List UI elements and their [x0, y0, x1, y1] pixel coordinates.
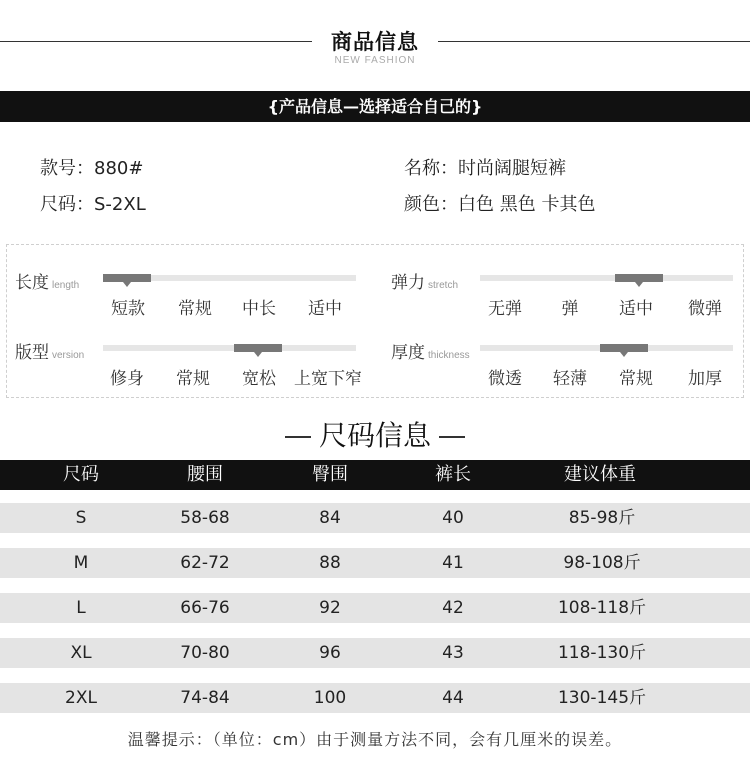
- attr-option: 常规: [178, 299, 212, 319]
- attr-length-label: [15, 268, 79, 293]
- attr-option: 适中: [619, 299, 653, 319]
- title-dash-left: [285, 436, 311, 438]
- attr-option: 短款: [111, 299, 145, 319]
- cell-size: S: [75, 508, 87, 528]
- attr-version-marker: [234, 344, 282, 352]
- attr-option: 微透: [488, 369, 522, 389]
- attr-stretch-marker: [615, 274, 663, 282]
- cell-length: 41: [442, 553, 464, 573]
- cell-waist: 70-80: [180, 643, 230, 663]
- attr-option: 常规: [619, 369, 653, 389]
- attr-label-en: thickness: [428, 350, 470, 361]
- table-row: [0, 548, 750, 578]
- measurement-note: 温馨提示：（单位：cm）由于测量方法不同，会有几厘米的误差。: [127, 730, 623, 749]
- cell-length: 42: [442, 598, 464, 618]
- cell-hip: 92: [319, 598, 341, 618]
- table-row: [0, 593, 750, 623]
- color-options: 颜色：白色 黑色 卡其色: [404, 194, 596, 215]
- attr-option: 常规: [176, 369, 210, 389]
- section-subtitle: NEW FASHION: [334, 55, 416, 66]
- attr-option: 无弹: [488, 299, 522, 319]
- size-table-header: [0, 460, 750, 490]
- attr-option: 上宽下窄: [294, 369, 362, 389]
- size-info-title: [0, 414, 750, 454]
- cell-hip: 88: [319, 553, 341, 573]
- attr-length-marker: [103, 274, 151, 282]
- cell-waist: 66-76: [180, 598, 230, 618]
- col-header-hip: 臀围: [312, 464, 348, 485]
- attr-thickness-marker: [600, 344, 648, 352]
- cell-waist: 62-72: [180, 553, 230, 573]
- attr-label-en: version: [52, 350, 85, 361]
- attr-label-cn: 版型: [15, 343, 49, 363]
- table-row: [0, 503, 750, 533]
- attr-option: 修身: [110, 369, 144, 389]
- attr-option: 轻薄: [553, 369, 587, 389]
- table-row: [0, 638, 750, 668]
- cell-size: L: [76, 598, 86, 618]
- attr-option: 宽松: [242, 369, 276, 389]
- cell-weight: 130-145斤: [557, 688, 647, 708]
- attr-option: 适中: [308, 299, 342, 319]
- cell-length: 40: [442, 508, 464, 528]
- col-header-length: 裤长: [435, 464, 471, 485]
- cell-weight: 118-130斤: [557, 643, 647, 663]
- cell-waist: 74-84: [180, 688, 230, 708]
- table-row: [0, 683, 750, 713]
- title-dash-right: [439, 436, 465, 438]
- attr-option: 弹: [561, 299, 579, 319]
- cell-hip: 96: [319, 643, 341, 663]
- attr-version-track: [103, 345, 356, 351]
- col-header-waist: 腰围: [187, 464, 223, 485]
- cell-hip: 84: [319, 508, 341, 528]
- attr-stretch-track: [480, 275, 733, 281]
- cell-weight: 108-118斤: [557, 598, 647, 618]
- size-range: 尺码：S-2XL: [40, 194, 146, 215]
- style-number: 款号：880#: [40, 158, 144, 179]
- attr-option: 中长: [242, 299, 276, 319]
- cell-waist: 58-68: [180, 508, 230, 528]
- attr-label-cn: 弹力: [391, 273, 425, 293]
- cell-size: 2XL: [65, 688, 97, 708]
- product-name: 名称：时尚阔腿短裤: [404, 158, 566, 179]
- cell-length: 43: [442, 643, 464, 663]
- attr-label-cn: 长度: [15, 273, 49, 293]
- product-info-banner: {产品信息—选择适合自己的}: [0, 91, 750, 122]
- col-header-weight: 建议体重: [564, 464, 636, 485]
- cell-length: 44: [442, 688, 464, 708]
- attr-label-en: length: [52, 280, 80, 291]
- attr-stretch-label: [391, 268, 458, 293]
- attr-version-label: [15, 338, 84, 363]
- col-header-size: 尺码: [63, 464, 99, 485]
- attr-label-cn: 厚度: [391, 343, 425, 363]
- attr-option: 微弹: [688, 299, 722, 319]
- cell-size: M: [73, 553, 89, 573]
- size-info-title-text: 尺码信息: [318, 419, 431, 452]
- attr-option: 加厚: [688, 369, 722, 389]
- cell-weight: 98-108斤: [563, 553, 641, 573]
- cell-hip: 100: [313, 688, 347, 708]
- section-title: 商品信息: [331, 30, 419, 54]
- cell-weight: 85-98斤: [568, 508, 636, 528]
- cell-size: XL: [70, 643, 92, 663]
- attr-label-en: stretch: [428, 280, 459, 291]
- attr-thickness-label: [391, 338, 470, 363]
